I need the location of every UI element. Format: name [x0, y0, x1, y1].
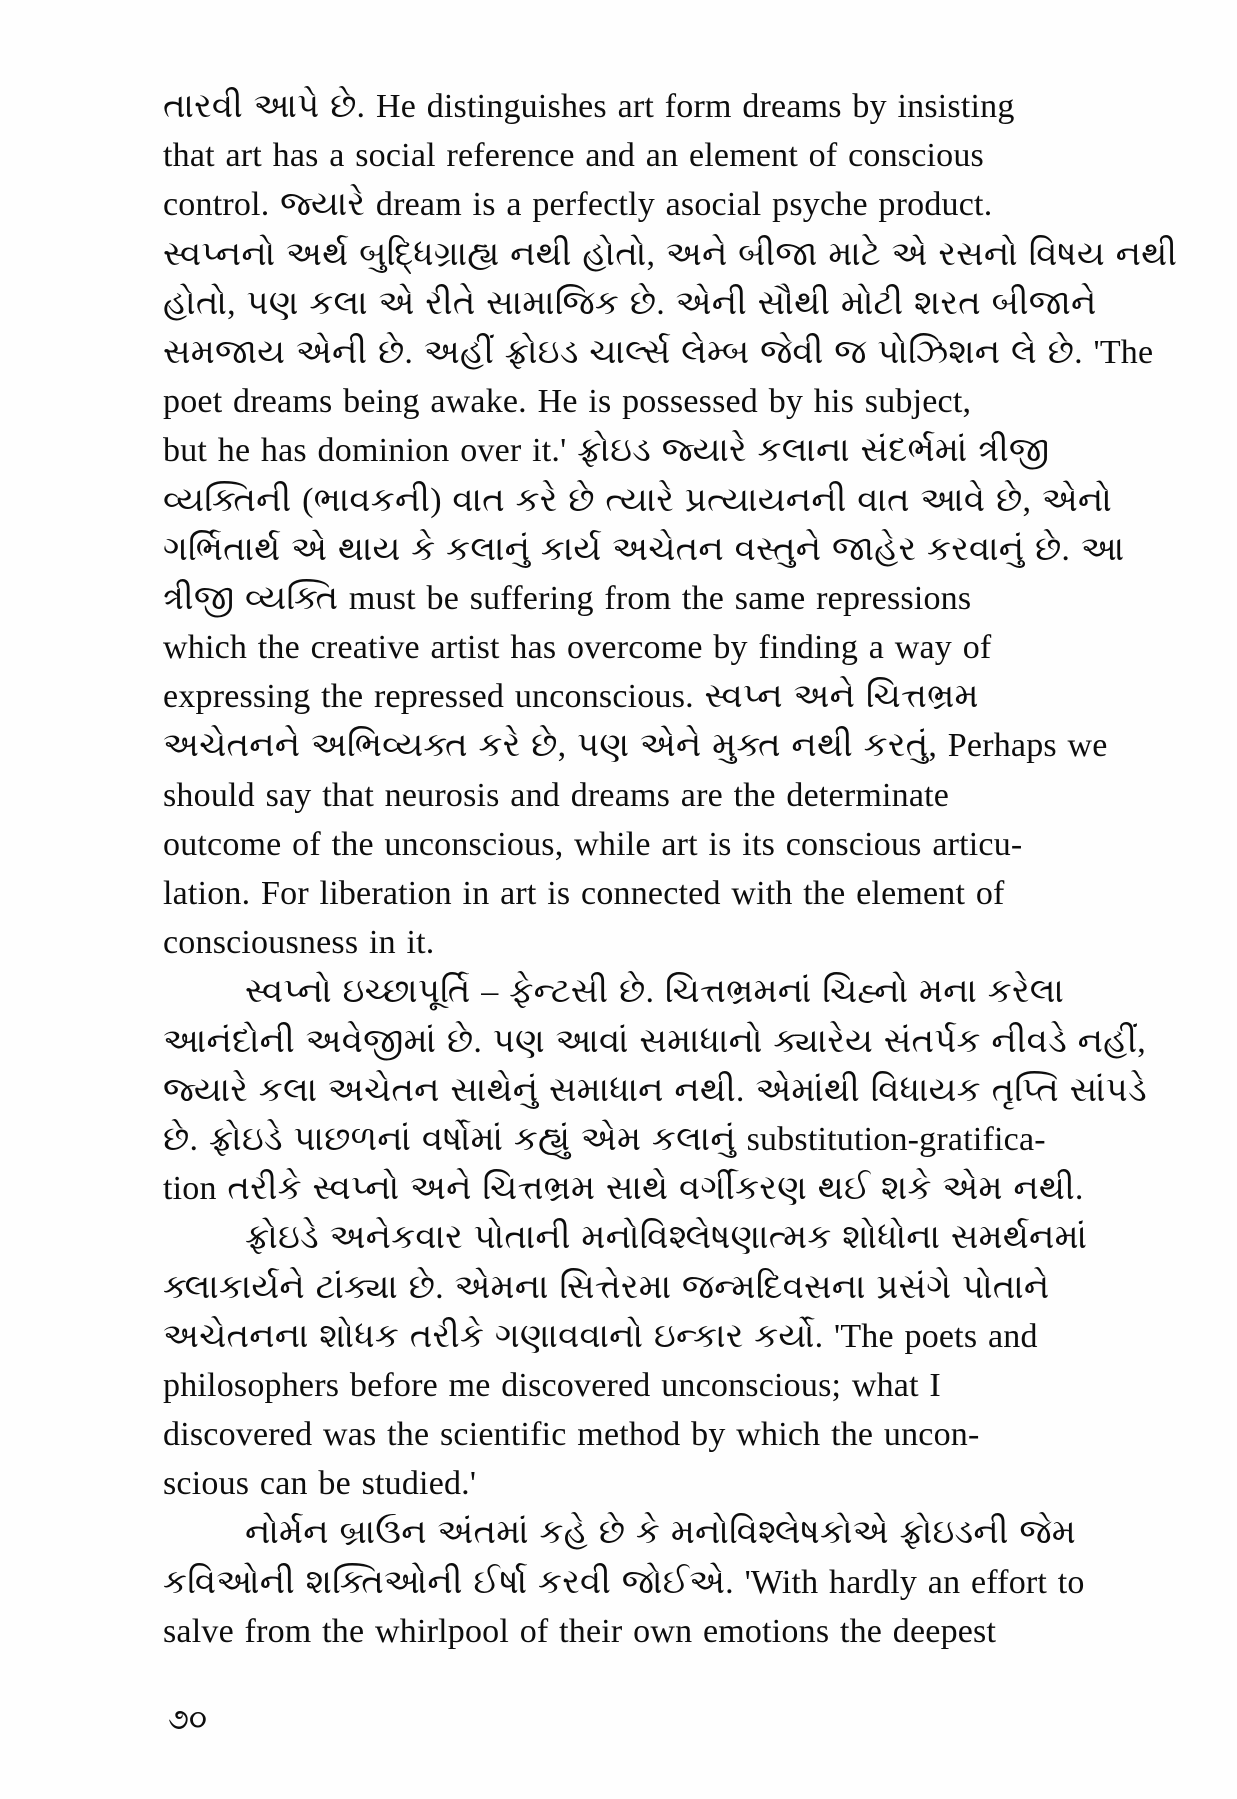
- paragraph: [163, 1213, 1088, 1508]
- text-line: સ્વપ્નનો અર્થ બુદ્ધિગ્રાહ્ય નથી હોતો, અને બીજા માટે એ રસનો વિષય નથી: [163, 235, 1178, 273]
- text-line: તારવી આપે છે. He distinguishes art form dreams by insisting: [163, 88, 1015, 125]
- text-line: control. જ્યારે dream is a perfectly asocial psyche product.: [163, 186, 993, 224]
- text-line: consciousness in it.: [163, 924, 435, 962]
- text-line: expressing the repressed unconscious. સ્વપ્ન અને ચિત્તભ્રમ: [163, 678, 979, 716]
- text-line: અચેતનના શોધક તરીકે ગણાવવાનો ઇન્કાર કર્યો. 'The poets and: [163, 1317, 1038, 1355]
- text-line: આનંદોની અવેજીમાં છે. પણ આવાં સમાધાનો ક્યારેય સંતર્પક નીવડે નહીં,: [163, 1022, 1146, 1060]
- text-line: સમજાય એની છે. અહીં ફ્રોઇડ ચાર્લ્સ લેમ્બ જેવી જ પોઝિશન લે છે. 'The: [163, 333, 1154, 371]
- text-line: વ્યક્તિની (ભાવકની) વાત કરે છે ત્યારે પ્રત્યાયનની વાત આવે છે, એનો: [163, 481, 1112, 519]
- text-line: philosophers before me discovered unconscious; what I: [163, 1366, 941, 1404]
- paragraph: [163, 1508, 1085, 1656]
- text-line: ફ્રોઇડે અનેકવાર પોતાની મનોવિશ્લેષણાત્મક શોધોના સમર્થનમાં: [245, 1219, 1088, 1257]
- text-line: which the creative artist has overcome by finding a way of: [163, 629, 992, 667]
- text-line: અચેતનને અભિવ્યક્ત કરે છે, પણ એને મુક્ત નથી કરતું, Perhaps we: [163, 727, 1108, 765]
- text-line: outcome of the unconscious, while art is its conscious articu-: [163, 825, 1023, 863]
- text-line: ગર્ભિતાર્થ એ થાય કે કલાનું કાર્ય અચેતન વસ્તુને જાહેર કરવાનું છે. આ: [163, 530, 1125, 568]
- text-line: that art has a social reference and an element of conscious: [163, 137, 984, 175]
- text-line: ક્લાકાર્યને ટાંક્યા છે. એમના સિત્તેરમા જન્મદિવસના પ્રસંગે પોતાને: [163, 1268, 1050, 1306]
- text-line: કવિઓની શક્તિઓની ઈર્ષા કરવી જોઈએ. 'With hardly an effort to: [163, 1563, 1085, 1601]
- text-line: જ્યારે કલા અચેતન સાથેનું સમાધાન નથી. એમાંથી વિધાયક તૃપ્તિ સાંપડે: [163, 1071, 1147, 1109]
- text-line: હોતો, પણ કલા એ રીતે સામાજિક છે. એની સૌથી મોટી શરત બીજાને: [163, 284, 1097, 322]
- text-line: નોર્મન બ્રાઉન અંતમાં કહે છે કે મનોવિશ્લેષકોએ ફ્રોઇડની જેમ: [245, 1514, 1076, 1552]
- text-line: સ્વપ્નો ઇચ્છાપૂર્તિ – ફેન્ટસી છે. ચિત્તભ્રમનાં ચિહ્નો મના કરેલા: [245, 973, 1064, 1011]
- paragraph: [163, 967, 1147, 1213]
- text-line: ત્રીજી વ્યક્તિ must be suffering from the same repressions: [163, 579, 972, 617]
- text-line: છે. ફ્રોઇડે પાછળનાં વર્ષોમાં કહ્યું એમ કલાનું substitution-gratifica-: [163, 1120, 1046, 1158]
- text-line: should say that neurosis and dreams are the determinate: [163, 776, 950, 814]
- text-line: tion તરીકે સ્વપ્નો અને ચિત્તભ્રમ સાથે વર્ગીકરણ થઈ શકે એમ નથી.: [163, 1170, 1084, 1208]
- text-line: poet dreams being awake. He is possessed by his subject,: [163, 383, 972, 421]
- page-number: ૭૦: [168, 1703, 207, 1736]
- text-line: but he has dominion over it.' ફ્રોઇડ જ્યારે કલાના સંદર્ભમાં ત્રીજી: [163, 432, 1050, 470]
- paragraph: [163, 82, 1178, 967]
- text-line: discovered was the scientific method by which the uncon-: [163, 1416, 980, 1454]
- text-line: lation. For liberation in art is connected with the element of: [163, 875, 1005, 912]
- text-line: scious can be studied.': [163, 1465, 477, 1503]
- text-line: salve from the whirlpool of their own emotions the deepest: [163, 1612, 997, 1650]
- text-block: [163, 82, 1178, 1656]
